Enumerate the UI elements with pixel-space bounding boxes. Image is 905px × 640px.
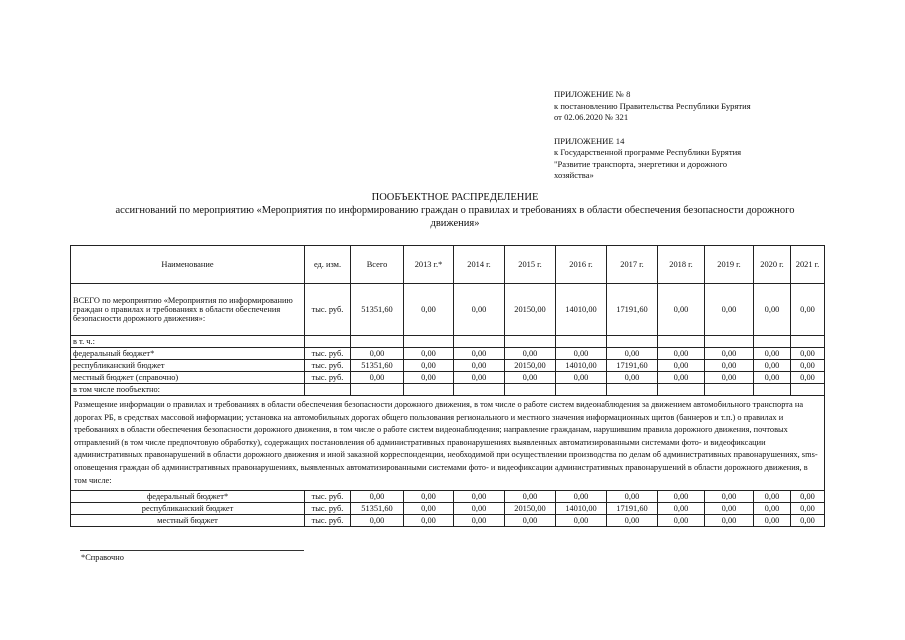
empty-cell (556, 384, 607, 396)
annex-14-line: хозяйства» (554, 170, 594, 180)
table-cell: 14010,00 (556, 284, 607, 336)
column-header: 2014 г. (454, 246, 505, 284)
table-cell: 0,00 (404, 284, 454, 336)
empty-cell (505, 336, 556, 348)
footnote-divider (80, 550, 304, 551)
table-cell: 0,00 (607, 491, 658, 503)
table-cell: 0,00 (791, 515, 825, 527)
table-cell: 0,00 (404, 491, 454, 503)
row-unit: тыс. руб. (305, 491, 351, 503)
table-cell: 0,00 (351, 515, 404, 527)
row-unit: тыс. руб. (305, 515, 351, 527)
table-cell: 20150,00 (505, 503, 556, 515)
table-cell: 0,00 (454, 372, 505, 384)
table-cell: 0,00 (705, 372, 754, 384)
table-cell: 14010,00 (556, 360, 607, 372)
table-cell: 0,00 (705, 284, 754, 336)
empty-cell (705, 384, 754, 396)
empty-cell (791, 336, 825, 348)
table-cell: 0,00 (754, 372, 791, 384)
table-cell: 0,00 (351, 348, 404, 360)
annex-header (554, 89, 751, 194)
table-cell: 0,00 (705, 360, 754, 372)
row-name: местный бюджет (справочно) (71, 372, 305, 384)
table-cell: 51351,60 (351, 284, 404, 336)
table-cell: 0,00 (791, 284, 825, 336)
row-unit: тыс. руб. (305, 503, 351, 515)
row-name: ВСЕГО по мероприятию «Мероприятия по информированию граждан о правилах и требованиях в области обеспечения безопасности дорожного движения»: (71, 284, 305, 336)
table-cell: 0,00 (454, 284, 505, 336)
table-row (71, 515, 825, 527)
title-line: ПООБЪЕКТНОЕ РАСПРЕДЕЛЕНИЕ (371, 192, 539, 203)
table-cell: 51351,60 (351, 503, 404, 515)
column-header: 2020 г. (754, 246, 791, 284)
table-cell: 0,00 (505, 515, 556, 527)
table-cell: 0,00 (791, 372, 825, 384)
empty-cell (351, 336, 404, 348)
empty-cell (705, 336, 754, 348)
table-cell: 0,00 (791, 360, 825, 372)
column-header: ед. изм. (305, 246, 351, 284)
column-header: 2015 г. (505, 246, 556, 284)
empty-cell (791, 384, 825, 396)
table-header-row (71, 246, 825, 284)
table-cell: 0,00 (404, 372, 454, 384)
column-header: Наименование (71, 246, 305, 284)
row-unit: тыс. руб. (305, 284, 351, 336)
table-cell: 0,00 (705, 491, 754, 503)
row-name: республиканский бюджет (71, 360, 305, 372)
table-cell: 0,00 (556, 515, 607, 527)
table-cell: 0,00 (791, 503, 825, 515)
empty-cell (454, 384, 505, 396)
empty-cell (607, 336, 658, 348)
allocation-table (70, 245, 825, 527)
title-line: движения» (430, 218, 480, 229)
table-cell: 0,00 (556, 348, 607, 360)
empty-cell (754, 384, 791, 396)
table-cell: 0,00 (658, 491, 705, 503)
table-cell: 0,00 (791, 348, 825, 360)
empty-cell (658, 384, 705, 396)
row-name: федеральный бюджет* (71, 491, 305, 503)
document-title (60, 191, 850, 230)
table-cell: 20150,00 (505, 284, 556, 336)
per-object-row-text: в том числе пообъектно: (71, 384, 305, 396)
annex-8-line: от 02.06.2020 № 321 (554, 112, 629, 122)
table-cell: 14010,00 (556, 503, 607, 515)
table-row (71, 503, 825, 515)
empty-cell (754, 336, 791, 348)
empty-cell (404, 384, 454, 396)
table-cell: 0,00 (607, 348, 658, 360)
table-cell: 0,00 (705, 515, 754, 527)
row-name: местный бюджет (71, 515, 305, 527)
annex-8-line: ПРИЛОЖЕНИЕ № 8 (554, 89, 631, 99)
column-header: 2016 г. (556, 246, 607, 284)
table-cell: 20150,00 (505, 360, 556, 372)
row-unit: тыс. руб. (305, 348, 351, 360)
column-header: Всего (351, 246, 404, 284)
table-cell: 0,00 (454, 491, 505, 503)
including-row-text: в т. ч.: (71, 336, 305, 348)
annex-14-line: к Государственной программе Республики Бурятия (554, 147, 742, 157)
empty-cell (556, 336, 607, 348)
table-cell: 17191,60 (607, 284, 658, 336)
row-unit: тыс. руб. (305, 372, 351, 384)
table-cell: 0,00 (454, 360, 505, 372)
annex-14-line: "Развитие транспорта, энергетики и дорожного (554, 158, 728, 169)
table-cell: 0,00 (791, 491, 825, 503)
row-unit: тыс. руб. (305, 360, 351, 372)
table-cell: 17191,60 (607, 503, 658, 515)
empty-cell (454, 336, 505, 348)
column-header: 2021 г. (791, 246, 825, 284)
empty-cell (404, 336, 454, 348)
empty-cell (658, 336, 705, 348)
table-cell: 0,00 (658, 372, 705, 384)
table-cell: 17191,60 (607, 360, 658, 372)
table-row (71, 491, 825, 503)
table-cell: 0,00 (754, 491, 791, 503)
table-cell: 0,00 (351, 372, 404, 384)
table-cell: 0,00 (607, 372, 658, 384)
table-cell: 0,00 (351, 491, 404, 503)
empty-cell (305, 336, 351, 348)
annex-8-line: к постановлению Правительства Республики Бурятия (554, 100, 751, 111)
table-cell: 0,00 (404, 360, 454, 372)
empty-cell (607, 384, 658, 396)
table-cell: 0,00 (556, 491, 607, 503)
including-row (71, 336, 825, 348)
table-cell: 0,00 (454, 515, 505, 527)
object-description: Размещение информации о правилах и требованиях в области обеспечения безопасности дорожного движения, в том числе о работе систем видеонаблюдения за движением автомобильного транспорта на дорогах РБ, в средствах массовой информации; установка на автомобильных дорогах общего пользования регионального и местного значения информационных щитов (баннеров и т.п.) о правилах и требованиях в области обеспечения безопасности дорожного движения, в том числе о работе систем видеонаблюдения; направление гражданам, нарушившим правила дорожного движения, почтовых отправлений (в том числе предпочтовую обработку), содержащих постановления об административных правонарушениях выявленных автоматизированными системами фото- и видеофиксации административных правонарушений в области дорожного движения и иной заказной корреспонденции, необходимой при осуществлении производства по делам об административных правонарушениях, sms-оповещения граждан об административных правонарушениях, выявленных автоматизированными системами фото- и видеофиксации административных правонарушений в области дорожного движения, в том числе: (71, 396, 825, 491)
table-row (71, 360, 825, 372)
table-row (71, 372, 825, 384)
table-cell: 0,00 (454, 503, 505, 515)
column-header: 2019 г. (705, 246, 754, 284)
table-cell: 0,00 (658, 284, 705, 336)
empty-cell (505, 384, 556, 396)
table-cell: 0,00 (658, 348, 705, 360)
table-cell: 0,00 (705, 503, 754, 515)
table-cell: 0,00 (505, 348, 556, 360)
column-header: 2018 г. (658, 246, 705, 284)
row-name: федеральный бюджет* (71, 348, 305, 360)
column-header: 2017 г. (607, 246, 658, 284)
table-cell: 0,00 (754, 515, 791, 527)
annex-8-block (554, 89, 751, 124)
table-cell: 0,00 (658, 503, 705, 515)
table-cell: 0,00 (404, 348, 454, 360)
table-cell: 0,00 (754, 503, 791, 515)
table-cell: 0,00 (505, 491, 556, 503)
table-cell: 0,00 (404, 515, 454, 527)
table-cell: 0,00 (556, 372, 607, 384)
table-row (71, 348, 825, 360)
annex-14-block (554, 136, 751, 182)
table-cell: 0,00 (705, 348, 754, 360)
object-description-row (71, 396, 825, 491)
table-cell: 0,00 (454, 348, 505, 360)
column-header: 2013 г.* (404, 246, 454, 284)
row-name: республиканский бюджет (71, 503, 305, 515)
annex-14-line: ПРИЛОЖЕНИЕ 14 (554, 135, 625, 146)
empty-cell (305, 384, 351, 396)
table-cell: 51351,60 (351, 360, 404, 372)
total-row (71, 284, 825, 336)
table-cell: 0,00 (754, 360, 791, 372)
title-line: ассигнований по мероприятию «Мероприятия по информированию граждан о правилах и требованиях в области обеспечения безопасности дорожного (115, 205, 795, 216)
table-cell: 0,00 (404, 503, 454, 515)
table-cell: 0,00 (658, 515, 705, 527)
table-cell: 0,00 (505, 372, 556, 384)
footnote: *Справочно (81, 553, 124, 562)
table-cell: 0,00 (607, 515, 658, 527)
table-cell: 0,00 (658, 360, 705, 372)
table-cell: 0,00 (754, 284, 791, 336)
empty-cell (351, 384, 404, 396)
per-object-row (71, 384, 825, 396)
table-cell: 0,00 (754, 348, 791, 360)
